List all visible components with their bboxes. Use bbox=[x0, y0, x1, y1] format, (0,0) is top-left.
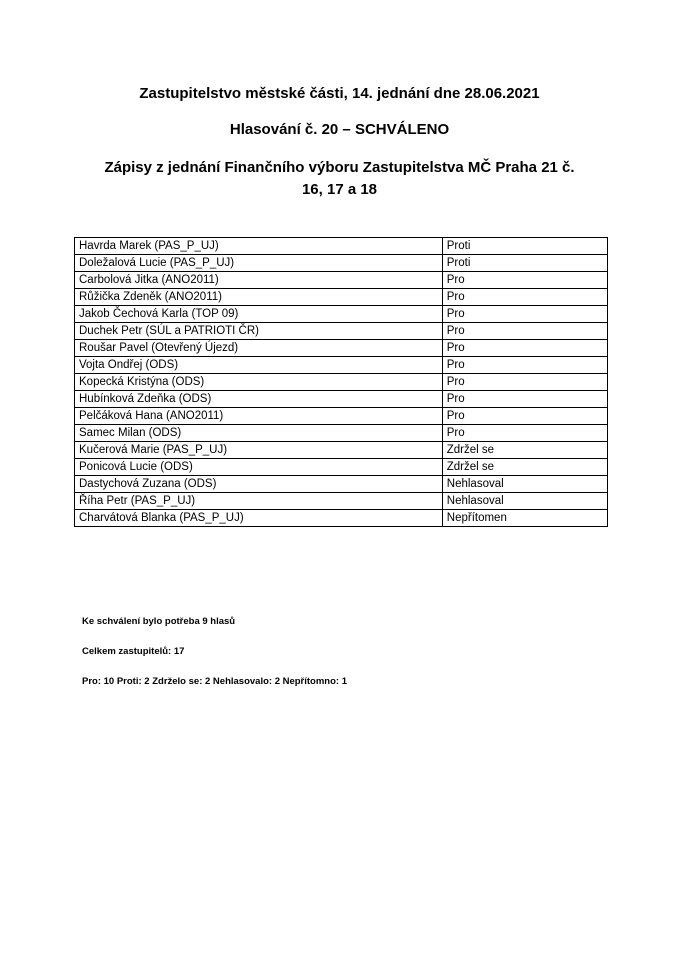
table-row bbox=[75, 493, 608, 510]
member-vote-cell: Pro bbox=[442, 289, 607, 306]
table-row bbox=[75, 442, 608, 459]
table-row bbox=[75, 323, 608, 340]
table-row bbox=[75, 306, 608, 323]
member-vote-cell: Proti bbox=[442, 255, 607, 272]
member-name-cell: Pelčáková Hana (ANO2011) bbox=[75, 408, 443, 425]
table-row bbox=[75, 238, 608, 255]
table-row bbox=[75, 510, 608, 527]
member-vote-cell: Pro bbox=[442, 323, 607, 340]
member-vote-cell: Pro bbox=[442, 357, 607, 374]
member-name-cell: Duchek Petr (SÚL a PATRIOTI ČR) bbox=[75, 323, 443, 340]
member-name-cell: Růžička Zdeněk (ANO2011) bbox=[75, 289, 443, 306]
member-name-cell: Carbolová Jitka (ANO2011) bbox=[75, 272, 443, 289]
member-name-cell: Hubínková Zdeňka (ODS) bbox=[75, 391, 443, 408]
member-vote-cell: Proti bbox=[442, 238, 607, 255]
table-row bbox=[75, 391, 608, 408]
table-row bbox=[75, 459, 608, 476]
member-vote-cell: Pro bbox=[442, 374, 607, 391]
votes-table-body bbox=[75, 238, 608, 527]
table-row bbox=[75, 272, 608, 289]
member-name-cell: Kopecká Kristýna (ODS) bbox=[75, 374, 443, 391]
member-vote-cell: Pro bbox=[442, 272, 607, 289]
member-vote-cell: Zdržel se bbox=[442, 459, 607, 476]
member-name-cell: Doležalová Lucie (PAS_P_UJ) bbox=[75, 255, 443, 272]
table-row bbox=[75, 425, 608, 442]
member-vote-cell: Zdržel se bbox=[442, 442, 607, 459]
vote-result-heading: Hlasování č. 20 – SCHVÁLENO bbox=[229, 121, 450, 138]
table-row bbox=[75, 408, 608, 425]
table-row bbox=[75, 476, 608, 493]
total-members-text: Celkem zastupitelů: 17 bbox=[82, 646, 185, 657]
member-name-cell: Roušar Pavel (Otevřený Újezd) bbox=[75, 340, 443, 357]
votes-table bbox=[74, 237, 608, 527]
member-name-cell: Říha Petr (PAS_P_UJ) bbox=[75, 493, 443, 510]
vote-topic bbox=[60, 157, 619, 201]
member-name-cell: Vojta Ondřej (ODS) bbox=[75, 357, 443, 374]
table-row bbox=[75, 374, 608, 391]
member-name-cell: Ponicová Lucie (ODS) bbox=[75, 459, 443, 476]
member-vote-cell: Pro bbox=[442, 391, 607, 408]
member-vote-cell: Pro bbox=[442, 425, 607, 442]
table-row bbox=[75, 357, 608, 374]
member-name-cell: Dastychová Zuzana (ODS) bbox=[75, 476, 443, 493]
member-vote-cell: Pro bbox=[442, 306, 607, 323]
member-name-cell: Kučerová Marie (PAS_P_UJ) bbox=[75, 442, 443, 459]
table-row bbox=[75, 289, 608, 306]
member-vote-cell: Pro bbox=[442, 408, 607, 425]
table-row bbox=[75, 340, 608, 357]
member-name-cell: Charvátová Blanka (PAS_P_UJ) bbox=[75, 510, 443, 527]
votes-needed-text: Ke schválení bylo potřeba 9 hlasů bbox=[82, 616, 236, 627]
member-vote-cell: Nepřítomen bbox=[442, 510, 607, 527]
member-name-cell: Havrda Marek (PAS_P_UJ) bbox=[75, 238, 443, 255]
member-vote-cell: Pro bbox=[442, 340, 607, 357]
member-vote-cell: Nehlasoval bbox=[442, 493, 607, 510]
member-name-cell: Samec Milan (ODS) bbox=[75, 425, 443, 442]
member-name-cell: Jakob Čechová Karla (TOP 09) bbox=[75, 306, 443, 323]
table-row bbox=[75, 255, 608, 272]
vote-topic-line-2: 16, 17 a 18 bbox=[301, 181, 378, 198]
vote-tally-text: Pro: 10 Proti: 2 Zdrželo se: 2 Nehlasovalo: 2 Nepřítomno: 1 bbox=[82, 676, 348, 687]
vote-topic-line-1: Zápisy z jednání Finančního výboru Zastupitelstva MČ Praha 21 č. bbox=[104, 159, 575, 176]
document-title: Zastupitelstvo městské části, 14. jednání dne 28.06.2021 bbox=[139, 85, 540, 102]
member-vote-cell: Nehlasoval bbox=[442, 476, 607, 493]
